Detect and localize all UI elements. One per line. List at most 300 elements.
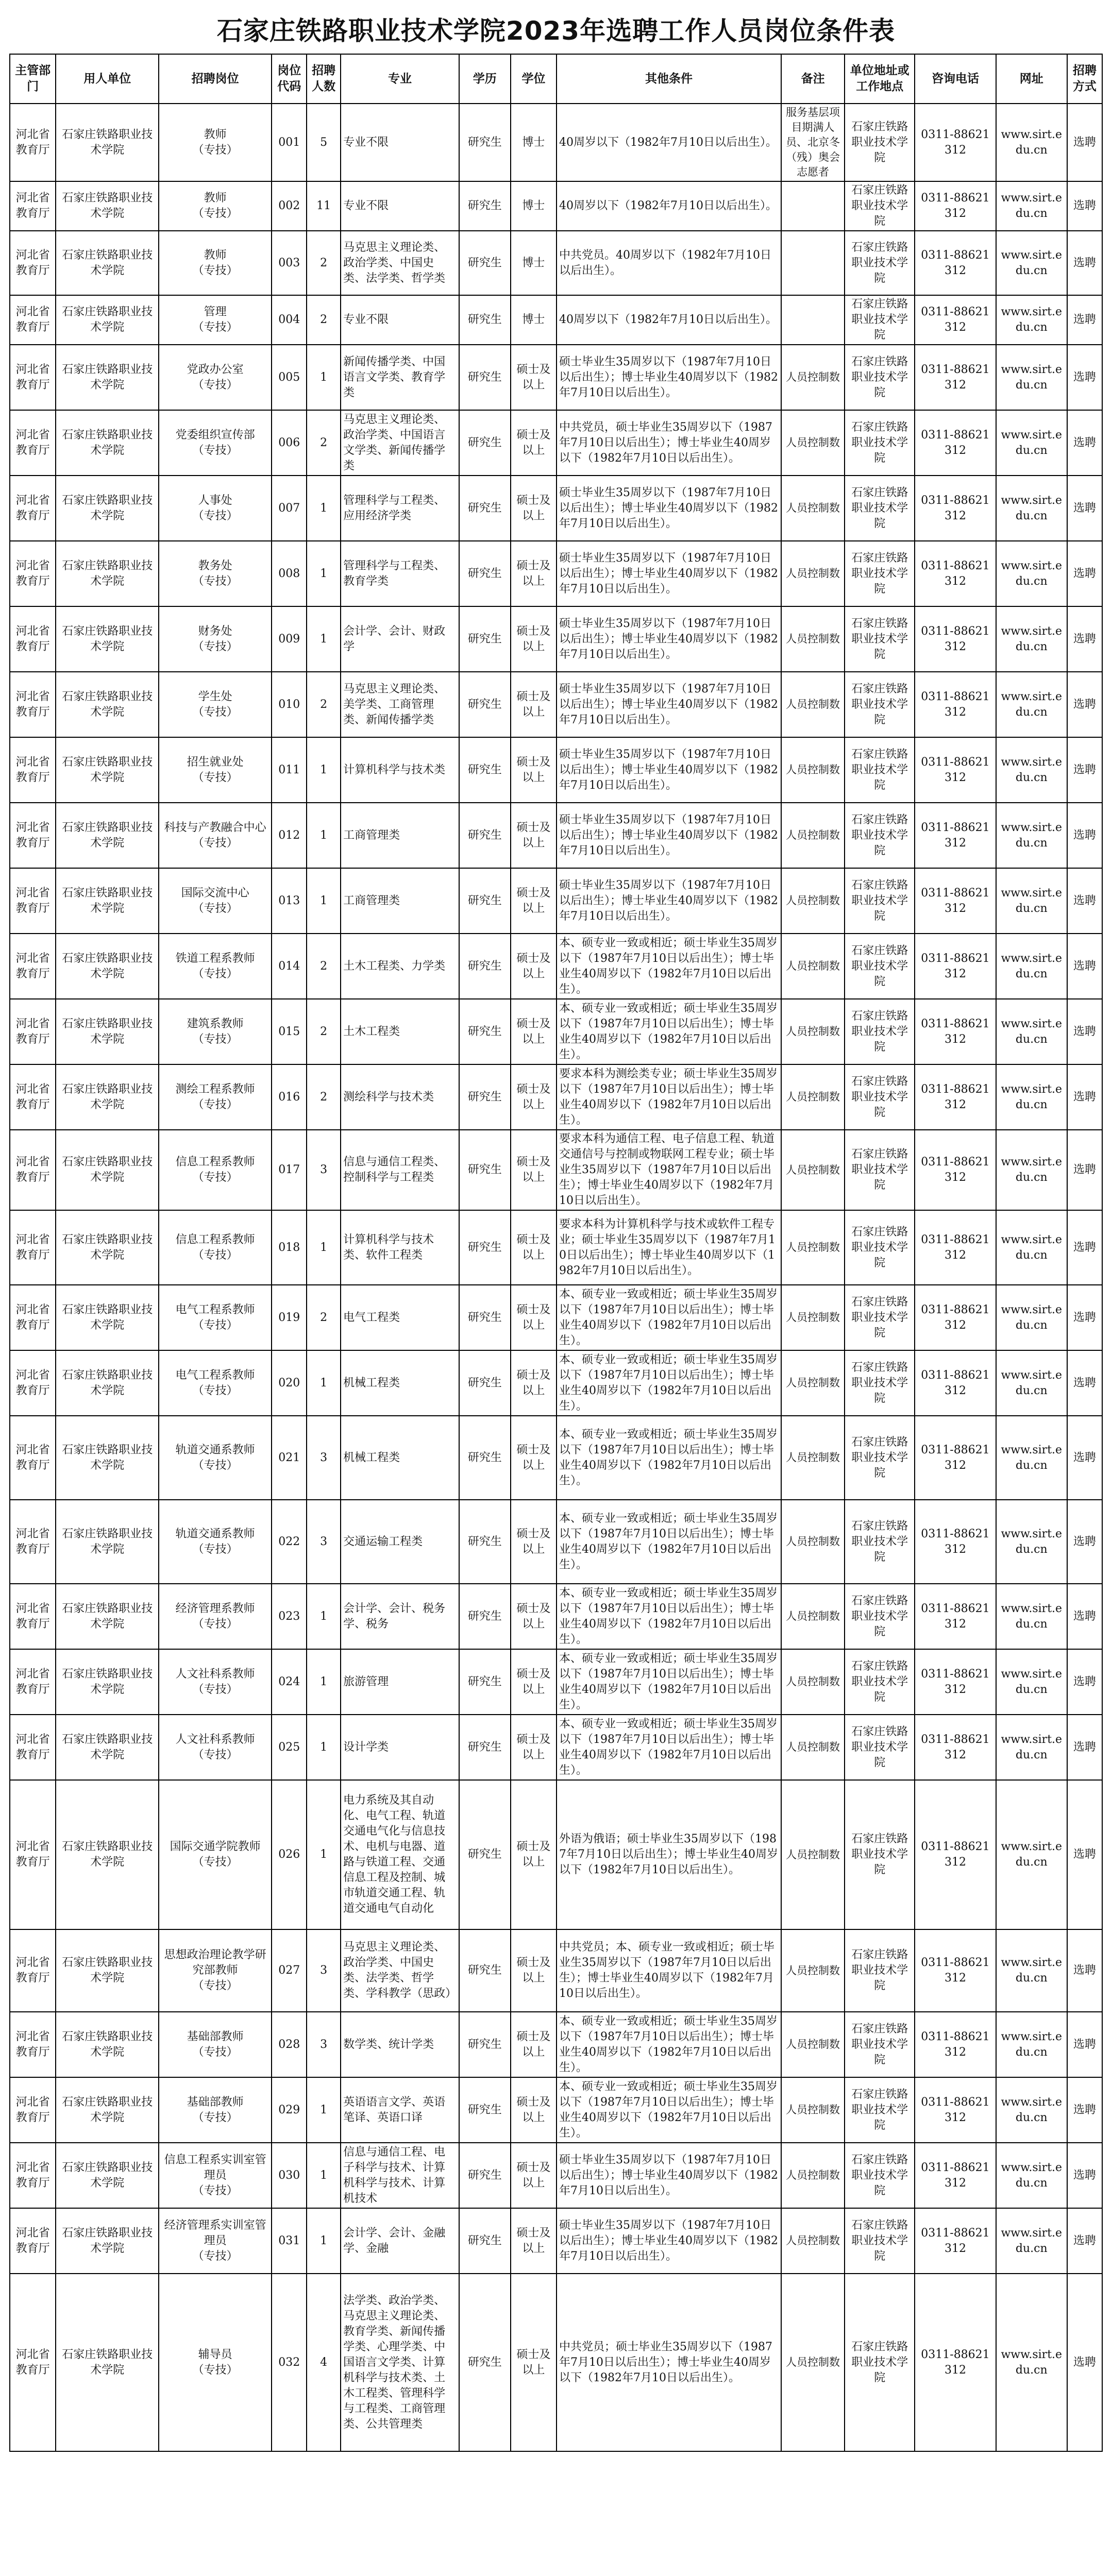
cell-method: 选聘: [1067, 2274, 1102, 2451]
cell-cond: 本、硕专业一致或相近；硕士毕业生35周岁以下（1987年7月10日以后出生）；博士毕业生40周岁以下（1982年7月10日以后出生）。: [557, 934, 781, 999]
cell-post: 思想政治理论教学研究部教师 （专技）: [159, 1929, 272, 2012]
cell-method: 选聘: [1067, 868, 1102, 934]
cell-num: 11: [307, 181, 341, 231]
cell-post: 党委组织宣传部 （专技）: [159, 410, 272, 476]
cell-code: 012: [272, 803, 307, 868]
cell-note: 人员控制数: [781, 737, 845, 803]
cell-unit: 石家庄铁路职业技术学院: [56, 181, 159, 231]
cell-num: 1: [307, 541, 341, 606]
cell-site: www.sirt.edu.cn: [996, 2077, 1067, 2143]
cell-edu: 研究生: [459, 672, 511, 737]
cell-dept: 河北省教育厅: [10, 1210, 56, 1285]
cell-code: 016: [272, 1064, 307, 1130]
cell-addr: 石家庄铁路职业技术学院: [845, 476, 915, 541]
cell-num: 1: [307, 1649, 341, 1715]
cell-code: 014: [272, 934, 307, 999]
cell-note: 人员控制数: [781, 1210, 845, 1285]
cell-major: 马克思主义理论类、政治学类、中国史类、法学类、哲学类: [341, 231, 459, 295]
cell-phone: 0311-88621312: [915, 2077, 996, 2143]
cell-unit: 石家庄铁路职业技术学院: [56, 231, 159, 295]
table-row: [10, 999, 1102, 1064]
cell-addr: 石家庄铁路职业技术学院: [845, 1350, 915, 1416]
cell-code: 008: [272, 541, 307, 606]
cell-num: 1: [307, 2143, 341, 2208]
cell-dept: 河北省教育厅: [10, 231, 56, 295]
cell-note: 人员控制数: [781, 803, 845, 868]
cell-addr: 石家庄铁路职业技术学院: [845, 1584, 915, 1649]
cell-phone: 0311-88621312: [915, 1416, 996, 1500]
header-num: 招聘人数: [307, 54, 341, 104]
cell-major: 旅游管理: [341, 1649, 459, 1715]
cell-cond: 中共党员，硕士毕业生35周岁以下（1987年7月10日以后出生）；博士毕业生40周岁以下（1982年7月10日以后出生）。: [557, 410, 781, 476]
cell-code: 007: [272, 476, 307, 541]
cell-num: 3: [307, 1416, 341, 1500]
cell-site: www.sirt.edu.cn: [996, 1210, 1067, 1285]
cell-site: www.sirt.edu.cn: [996, 1416, 1067, 1500]
cell-site: www.sirt.edu.cn: [996, 2208, 1067, 2274]
cell-note: [781, 181, 845, 231]
table-row: [10, 2077, 1102, 2143]
table-row: [10, 1130, 1102, 1210]
cell-phone: 0311-88621312: [915, 1584, 996, 1649]
cell-edu: 研究生: [459, 1210, 511, 1285]
document-title: 石家庄铁路职业技术学院2023年选聘工作人员岗位条件表: [216, 16, 896, 46]
cell-site: www.sirt.edu.cn: [996, 410, 1067, 476]
cell-major: 会计学、会计、税务学、税务: [341, 1584, 459, 1649]
cell-num: 2: [307, 934, 341, 999]
cell-post: 党政办公室 （专技）: [159, 345, 272, 410]
cell-phone: 0311-88621312: [915, 934, 996, 999]
cell-site: www.sirt.edu.cn: [996, 803, 1067, 868]
cell-edu: 研究生: [459, 1780, 511, 1929]
cell-code: 032: [272, 2274, 307, 2451]
cell-cond: 中共党员。40周岁以下（1982年7月10日以后出生）。: [557, 231, 781, 295]
cell-edu: 研究生: [459, 345, 511, 410]
cell-note: 人员控制数: [781, 1416, 845, 1500]
cell-edu: 研究生: [459, 231, 511, 295]
cell-phone: 0311-88621312: [915, 541, 996, 606]
cell-major: 马克思主义理论类、美学类、工商管理类、新闻传播学类: [341, 672, 459, 737]
cell-num: 2: [307, 999, 341, 1064]
cell-major: 会计学、会计、财政学: [341, 606, 459, 672]
cell-site: www.sirt.edu.cn: [996, 672, 1067, 737]
cell-code: 025: [272, 1715, 307, 1780]
cell-post: 教师 （专技）: [159, 181, 272, 231]
cell-degree: 硕士及以上: [511, 737, 557, 803]
cell-edu: 研究生: [459, 737, 511, 803]
cell-unit: 石家庄铁路职业技术学院: [56, 606, 159, 672]
cell-cond: 40周岁以下（1982年7月10日以后出生）。: [557, 104, 781, 181]
cell-dept: 河北省教育厅: [10, 1416, 56, 1500]
cell-code: 015: [272, 999, 307, 1064]
cell-phone: 0311-88621312: [915, 1285, 996, 1350]
cell-major: 管理科学与工程类、应用经济学类: [341, 476, 459, 541]
cell-cond: 中共党员；本、硕专业一致或相近；硕士毕业生35周岁以下（1987年7月10日以后出生）；博士毕业生40周岁以下（1982年7月10日以后出生）。: [557, 1929, 781, 2012]
cell-phone: 0311-88621312: [915, 1715, 996, 1780]
cell-code: 022: [272, 1500, 307, 1584]
header-edu: 学历: [459, 54, 511, 104]
cell-post: 辅导员 （专技）: [159, 2274, 272, 2451]
cell-dept: 河北省教育厅: [10, 606, 56, 672]
cell-note: 人员控制数: [781, 1649, 845, 1715]
cell-method: 选聘: [1067, 934, 1102, 999]
cell-addr: 石家庄铁路职业技术学院: [845, 1416, 915, 1500]
cell-post: 轨道交通系教师 （专技）: [159, 1416, 272, 1500]
cell-dept: 河北省教育厅: [10, 999, 56, 1064]
cell-unit: 石家庄铁路职业技术学院: [56, 868, 159, 934]
cell-major: 英语语言文学、英语笔译、英语口译: [341, 2077, 459, 2143]
cell-num: 2: [307, 1064, 341, 1130]
cell-dept: 河北省教育厅: [10, 476, 56, 541]
cell-post: 铁道工程系教师 （专技）: [159, 934, 272, 999]
cell-code: 010: [272, 672, 307, 737]
cell-num: 5: [307, 104, 341, 181]
cell-unit: 石家庄铁路职业技术学院: [56, 2143, 159, 2208]
cell-note: 人员控制数: [781, 1584, 845, 1649]
cell-method: 选聘: [1067, 1416, 1102, 1500]
cell-cond: 硕士毕业生35周岁以下（1987年7月10日以后出生）；博士毕业生40周岁以下（1982年7月10日以后出生）。: [557, 737, 781, 803]
cell-unit: 石家庄铁路职业技术学院: [56, 541, 159, 606]
cell-num: 1: [307, 345, 341, 410]
cell-unit: 石家庄铁路职业技术学院: [56, 737, 159, 803]
cell-degree: 硕士及以上: [511, 345, 557, 410]
cell-site: www.sirt.edu.cn: [996, 1649, 1067, 1715]
cell-major: 测绘科学与技术类: [341, 1064, 459, 1130]
table-row: [10, 345, 1102, 410]
cell-unit: 石家庄铁路职业技术学院: [56, 1210, 159, 1285]
cell-post: 信息工程系实训室管理员 （专技）: [159, 2143, 272, 2208]
cell-major: 马克思主义理论类、政治学类、中国语言文学类、新闻传播学类: [341, 410, 459, 476]
cell-phone: 0311-88621312: [915, 1500, 996, 1584]
cell-method: 选聘: [1067, 672, 1102, 737]
cell-dept: 河北省教育厅: [10, 1350, 56, 1416]
table-row: [10, 803, 1102, 868]
cell-edu: 研究生: [459, 2077, 511, 2143]
cell-num: 2: [307, 410, 341, 476]
cell-addr: 石家庄铁路职业技术学院: [845, 1210, 915, 1285]
cell-num: 3: [307, 2012, 341, 2077]
cell-method: 选聘: [1067, 345, 1102, 410]
cell-cond: 硕士毕业生35周岁以下（1987年7月10日以后出生）；博士毕业生40周岁以下（1982年7月10日以后出生）。: [557, 541, 781, 606]
cell-cond: 本、硕专业一致或相近；硕士毕业生35周岁以下（1987年7月10日以后出生）；博士毕业生40周岁以下（1982年7月10日以后出生）。: [557, 1350, 781, 1416]
cell-post: 国际交流中心 （专技）: [159, 868, 272, 934]
cell-addr: 石家庄铁路职业技术学院: [845, 606, 915, 672]
cell-major: 信息与通信工程类、控制科学与工程类: [341, 1130, 459, 1210]
cell-num: 2: [307, 231, 341, 295]
cell-addr: 石家庄铁路职业技术学院: [845, 1929, 915, 2012]
cell-num: 1: [307, 868, 341, 934]
cell-phone: 0311-88621312: [915, 2143, 996, 2208]
cell-edu: 研究生: [459, 606, 511, 672]
cell-method: 选聘: [1067, 181, 1102, 231]
cell-post: 信息工程系教师 （专技）: [159, 1130, 272, 1210]
cell-note: 人员控制数: [781, 1064, 845, 1130]
cell-dept: 河北省教育厅: [10, 345, 56, 410]
cell-edu: 研究生: [459, 1130, 511, 1210]
table-row: [10, 181, 1102, 231]
cell-phone: 0311-88621312: [915, 1780, 996, 1929]
cell-method: 选聘: [1067, 1780, 1102, 1929]
cell-addr: 石家庄铁路职业技术学院: [845, 672, 915, 737]
cell-post: 财务处 （专技）: [159, 606, 272, 672]
cell-phone: 0311-88621312: [915, 868, 996, 934]
cell-method: 选聘: [1067, 1130, 1102, 1210]
cell-site: www.sirt.edu.cn: [996, 737, 1067, 803]
cell-major: 新闻传播学类、中国语言文学类、教育学类: [341, 345, 459, 410]
cell-dept: 河北省教育厅: [10, 1130, 56, 1210]
cell-note: 人员控制数: [781, 1350, 845, 1416]
cell-major: 电气工程类: [341, 1285, 459, 1350]
cell-code: 002: [272, 181, 307, 231]
cell-code: 023: [272, 1584, 307, 1649]
cell-degree: 硕士及以上: [511, 1500, 557, 1584]
header-code: 岗位代码: [272, 54, 307, 104]
cell-note: 人员控制数: [781, 934, 845, 999]
cell-unit: 石家庄铁路职业技术学院: [56, 476, 159, 541]
cell-code: 005: [272, 345, 307, 410]
cell-phone: 0311-88621312: [915, 1929, 996, 2012]
cell-note: 人员控制数: [781, 476, 845, 541]
cell-num: 3: [307, 1130, 341, 1210]
header-phone: 咨询电话: [915, 54, 996, 104]
cell-site: www.sirt.edu.cn: [996, 345, 1067, 410]
cell-dept: 河北省教育厅: [10, 803, 56, 868]
cell-major: 专业不限: [341, 181, 459, 231]
cell-cond: 本、硕专业一致或相近；硕士毕业生35周岁以下（1987年7月10日以后出生）；博士毕业生40周岁以下（1982年7月10日以后出生）。: [557, 2012, 781, 2077]
cell-site: www.sirt.edu.cn: [996, 2012, 1067, 2077]
cell-addr: 石家庄铁路职业技术学院: [845, 1780, 915, 1929]
cell-post: 教师 （专技）: [159, 104, 272, 181]
cell-site: www.sirt.edu.cn: [996, 476, 1067, 541]
cell-unit: 石家庄铁路职业技术学院: [56, 1780, 159, 1929]
cell-major: 法学类、政治学类、马克思主义理论类、教育学类、新闻传播学类、心理学类、中国语言文学类、计算机科学与技术类、土木工程类、管理科学与工程类、工商管理类、公共管理类: [341, 2274, 459, 2451]
cell-dept: 河北省教育厅: [10, 934, 56, 999]
cell-degree: 硕士及以上: [511, 2012, 557, 2077]
cell-edu: 研究生: [459, 1350, 511, 1416]
cell-post: 人文社科系教师 （专技）: [159, 1649, 272, 1715]
cell-site: www.sirt.edu.cn: [996, 1064, 1067, 1130]
cell-unit: 石家庄铁路职业技术学院: [56, 1500, 159, 1584]
cell-degree: 硕士及以上: [511, 2143, 557, 2208]
positions-table: [9, 54, 1103, 2452]
cell-code: 009: [272, 606, 307, 672]
cell-site: www.sirt.edu.cn: [996, 231, 1067, 295]
cell-degree: 硕士及以上: [511, 1584, 557, 1649]
table-row: [10, 672, 1102, 737]
cell-num: 3: [307, 1500, 341, 1584]
cell-post: 管理 （专技）: [159, 295, 272, 345]
cell-site: www.sirt.edu.cn: [996, 1584, 1067, 1649]
cell-cond: 本、硕专业一致或相近；硕士毕业生35周岁以下（1987年7月10日以后出生）；博士毕业生40周岁以下（1982年7月10日以后出生）。: [557, 999, 781, 1064]
cell-post: 电气工程系教师 （专技）: [159, 1350, 272, 1416]
cell-dept: 河北省教育厅: [10, 1929, 56, 2012]
cell-major: 工商管理类: [341, 803, 459, 868]
cell-cond: 本、硕专业一致或相近；硕士毕业生35周岁以下（1987年7月10日以后出生）；博士毕业生40周岁以下（1982年7月10日以后出生）。: [557, 1416, 781, 1500]
table-row: [10, 737, 1102, 803]
cell-code: 011: [272, 737, 307, 803]
header-addr: 单位地址或工作地点: [845, 54, 915, 104]
cell-unit: 石家庄铁路职业技术学院: [56, 1130, 159, 1210]
cell-method: 选聘: [1067, 1350, 1102, 1416]
cell-post: 科技与产教融合中心 （专技）: [159, 803, 272, 868]
cell-note: 人员控制数: [781, 2012, 845, 2077]
cell-num: 2: [307, 672, 341, 737]
table-row: [10, 541, 1102, 606]
cell-unit: 石家庄铁路职业技术学院: [56, 1064, 159, 1130]
cell-method: 选聘: [1067, 606, 1102, 672]
table-row: [10, 1210, 1102, 1285]
cell-unit: 石家庄铁路职业技术学院: [56, 1929, 159, 2012]
cell-degree: 硕士及以上: [511, 476, 557, 541]
cell-addr: 石家庄铁路职业技术学院: [845, 803, 915, 868]
cell-phone: 0311-88621312: [915, 672, 996, 737]
cell-major: 交通运输工程类: [341, 1500, 459, 1584]
cell-edu: 研究生: [459, 1064, 511, 1130]
cell-addr: 石家庄铁路职业技术学院: [845, 104, 915, 181]
cell-addr: 石家庄铁路职业技术学院: [845, 868, 915, 934]
cell-major: 信息与通信工程、电子科学与技术、计算机科学与技术、计算机技术: [341, 2143, 459, 2208]
cell-post: 电气工程系教师 （专技）: [159, 1285, 272, 1350]
cell-addr: 石家庄铁路职业技术学院: [845, 541, 915, 606]
cell-post: 基础部教师 （专技）: [159, 2077, 272, 2143]
cell-cond: 要求本科为通信工程、电子信息工程、轨道交通信号与控制或物联网工程专业；硕士毕业生35周岁以下（1987年7月10日以后出生）；博士毕业生40周岁以下（1982年7月10日以后出生）。: [557, 1130, 781, 1210]
cell-note: [781, 295, 845, 345]
cell-site: www.sirt.edu.cn: [996, 1715, 1067, 1780]
cell-addr: 石家庄铁路职业技术学院: [845, 2208, 915, 2274]
cell-unit: 石家庄铁路职业技术学院: [56, 999, 159, 1064]
cell-post: 测绘工程系教师 （专技）: [159, 1064, 272, 1130]
cell-code: 028: [272, 2012, 307, 2077]
cell-site: www.sirt.edu.cn: [996, 1130, 1067, 1210]
cell-degree: 硕士及以上: [511, 934, 557, 999]
cell-cond: 本、硕专业一致或相近；硕士毕业生35周岁以下（1987年7月10日以后出生）；博士毕业生40周岁以下（1982年7月10日以后出生）。: [557, 1715, 781, 1780]
table-row: [10, 2143, 1102, 2208]
cell-site: www.sirt.edu.cn: [996, 999, 1067, 1064]
cell-degree: 硕士及以上: [511, 2274, 557, 2451]
cell-major: 管理科学与工程类、教育学类: [341, 541, 459, 606]
cell-cond: 要求本科为测绘类专业；硕士毕业生35周岁以下（1987年7月10日以后出生）；博士毕业生40周岁以下（1982年7月10日以后出生）。: [557, 1064, 781, 1130]
cell-note: 人员控制数: [781, 1500, 845, 1584]
cell-dept: 河北省教育厅: [10, 2077, 56, 2143]
cell-dept: 河北省教育厅: [10, 2143, 56, 2208]
table-row: [10, 476, 1102, 541]
table-row: [10, 231, 1102, 295]
cell-code: 021: [272, 1416, 307, 1500]
table-row: [10, 2012, 1102, 2077]
cell-phone: 0311-88621312: [915, 2208, 996, 2274]
cell-edu: 研究生: [459, 410, 511, 476]
cell-cond: 硕士毕业生35周岁以下（1987年7月10日以后出生）；博士毕业生40周岁以下（1982年7月10日以后出生）。: [557, 868, 781, 934]
header-method: 招聘方式: [1067, 54, 1102, 104]
cell-unit: 石家庄铁路职业技术学院: [56, 1416, 159, 1500]
cell-degree: 硕士及以上: [511, 672, 557, 737]
cell-cond: 40周岁以下（1982年7月10日以后出生）。: [557, 181, 781, 231]
cell-code: 003: [272, 231, 307, 295]
cell-note: 人员控制数: [781, 1130, 845, 1210]
cell-num: 1: [307, 1715, 341, 1780]
cell-addr: 石家庄铁路职业技术学院: [845, 1649, 915, 1715]
cell-post: 建筑系教师 （专技）: [159, 999, 272, 1064]
cell-degree: 硕士及以上: [511, 2208, 557, 2274]
table-row: [10, 1416, 1102, 1500]
cell-edu: 研究生: [459, 1416, 511, 1500]
cell-degree: 硕士及以上: [511, 1780, 557, 1929]
cell-method: 选聘: [1067, 803, 1102, 868]
cell-method: 选聘: [1067, 1929, 1102, 2012]
cell-post: 人文社科系教师 （专技）: [159, 1715, 272, 1780]
cell-cond: 40周岁以下（1982年7月10日以后出生）。: [557, 295, 781, 345]
cell-cond: 要求本科为计算机科学与技术或软件工程专业；硕士毕业生35周岁以下（1987年7月10日以后出生）；博士毕业生40周岁以下（1982年7月10日以后出生）。: [557, 1210, 781, 1285]
cell-post: 学生处 （专技）: [159, 672, 272, 737]
cell-unit: 石家庄铁路职业技术学院: [56, 410, 159, 476]
cell-note: 人员控制数: [781, 1715, 845, 1780]
cell-site: www.sirt.edu.cn: [996, 1350, 1067, 1416]
cell-unit: 石家庄铁路职业技术学院: [56, 2077, 159, 2143]
cell-edu: 研究生: [459, 541, 511, 606]
cell-unit: 石家庄铁路职业技术学院: [56, 803, 159, 868]
cell-num: 4: [307, 2274, 341, 2451]
cell-note: 人员控制数: [781, 345, 845, 410]
cell-addr: 石家庄铁路职业技术学院: [845, 410, 915, 476]
header-cond: 其他条件: [557, 54, 781, 104]
cell-method: 选聘: [1067, 2077, 1102, 2143]
cell-dept: 河北省教育厅: [10, 1064, 56, 1130]
table-header-row: [10, 54, 1102, 104]
cell-code: 019: [272, 1285, 307, 1350]
cell-major: 土木工程类、力学类: [341, 934, 459, 999]
cell-post: 轨道交通系教师 （专技）: [159, 1500, 272, 1584]
cell-edu: 研究生: [459, 1285, 511, 1350]
cell-edu: 研究生: [459, 2274, 511, 2451]
cell-major: 专业不限: [341, 295, 459, 345]
header-note: 备注: [781, 54, 845, 104]
cell-phone: 0311-88621312: [915, 231, 996, 295]
cell-code: 017: [272, 1130, 307, 1210]
cell-site: www.sirt.edu.cn: [996, 541, 1067, 606]
cell-code: 030: [272, 2143, 307, 2208]
cell-degree: 硕士及以上: [511, 999, 557, 1064]
cell-code: 018: [272, 1210, 307, 1285]
cell-dept: 河北省教育厅: [10, 1715, 56, 1780]
table-body: [10, 104, 1102, 2451]
cell-degree: 博士: [511, 181, 557, 231]
cell-addr: 石家庄铁路职业技术学院: [845, 1064, 915, 1130]
cell-degree: 硕士及以上: [511, 1649, 557, 1715]
cell-addr: 石家庄铁路职业技术学院: [845, 345, 915, 410]
cell-unit: 石家庄铁路职业技术学院: [56, 934, 159, 999]
cell-edu: 研究生: [459, 999, 511, 1064]
cell-method: 选聘: [1067, 737, 1102, 803]
table-row: [10, 606, 1102, 672]
cell-code: 001: [272, 104, 307, 181]
table-row: [10, 104, 1102, 181]
cell-degree: 硕士及以上: [511, 541, 557, 606]
cell-degree: 硕士及以上: [511, 1715, 557, 1780]
cell-post: 国际交通学院教师 （专技）: [159, 1780, 272, 1929]
cell-cond: 硕士毕业生35周岁以下（1987年7月10日以后出生）；博士毕业生40周岁以下（1982年7月10日以后出生）。: [557, 345, 781, 410]
cell-code: 026: [272, 1780, 307, 1929]
cell-cond: 本、硕专业一致或相近；硕士毕业生35周岁以下（1987年7月10日以后出生）；博士毕业生40周岁以下（1982年7月10日以后出生）。: [557, 1649, 781, 1715]
cell-edu: 研究生: [459, 104, 511, 181]
cell-num: 3: [307, 1929, 341, 2012]
cell-major: 会计学、会计、金融学、金融: [341, 2208, 459, 2274]
cell-site: www.sirt.edu.cn: [996, 868, 1067, 934]
table-row: [10, 2208, 1102, 2274]
cell-num: 1: [307, 2077, 341, 2143]
cell-dept: 河北省教育厅: [10, 2208, 56, 2274]
cell-dept: 河北省教育厅: [10, 868, 56, 934]
cell-post: 信息工程系教师 （专技）: [159, 1210, 272, 1285]
